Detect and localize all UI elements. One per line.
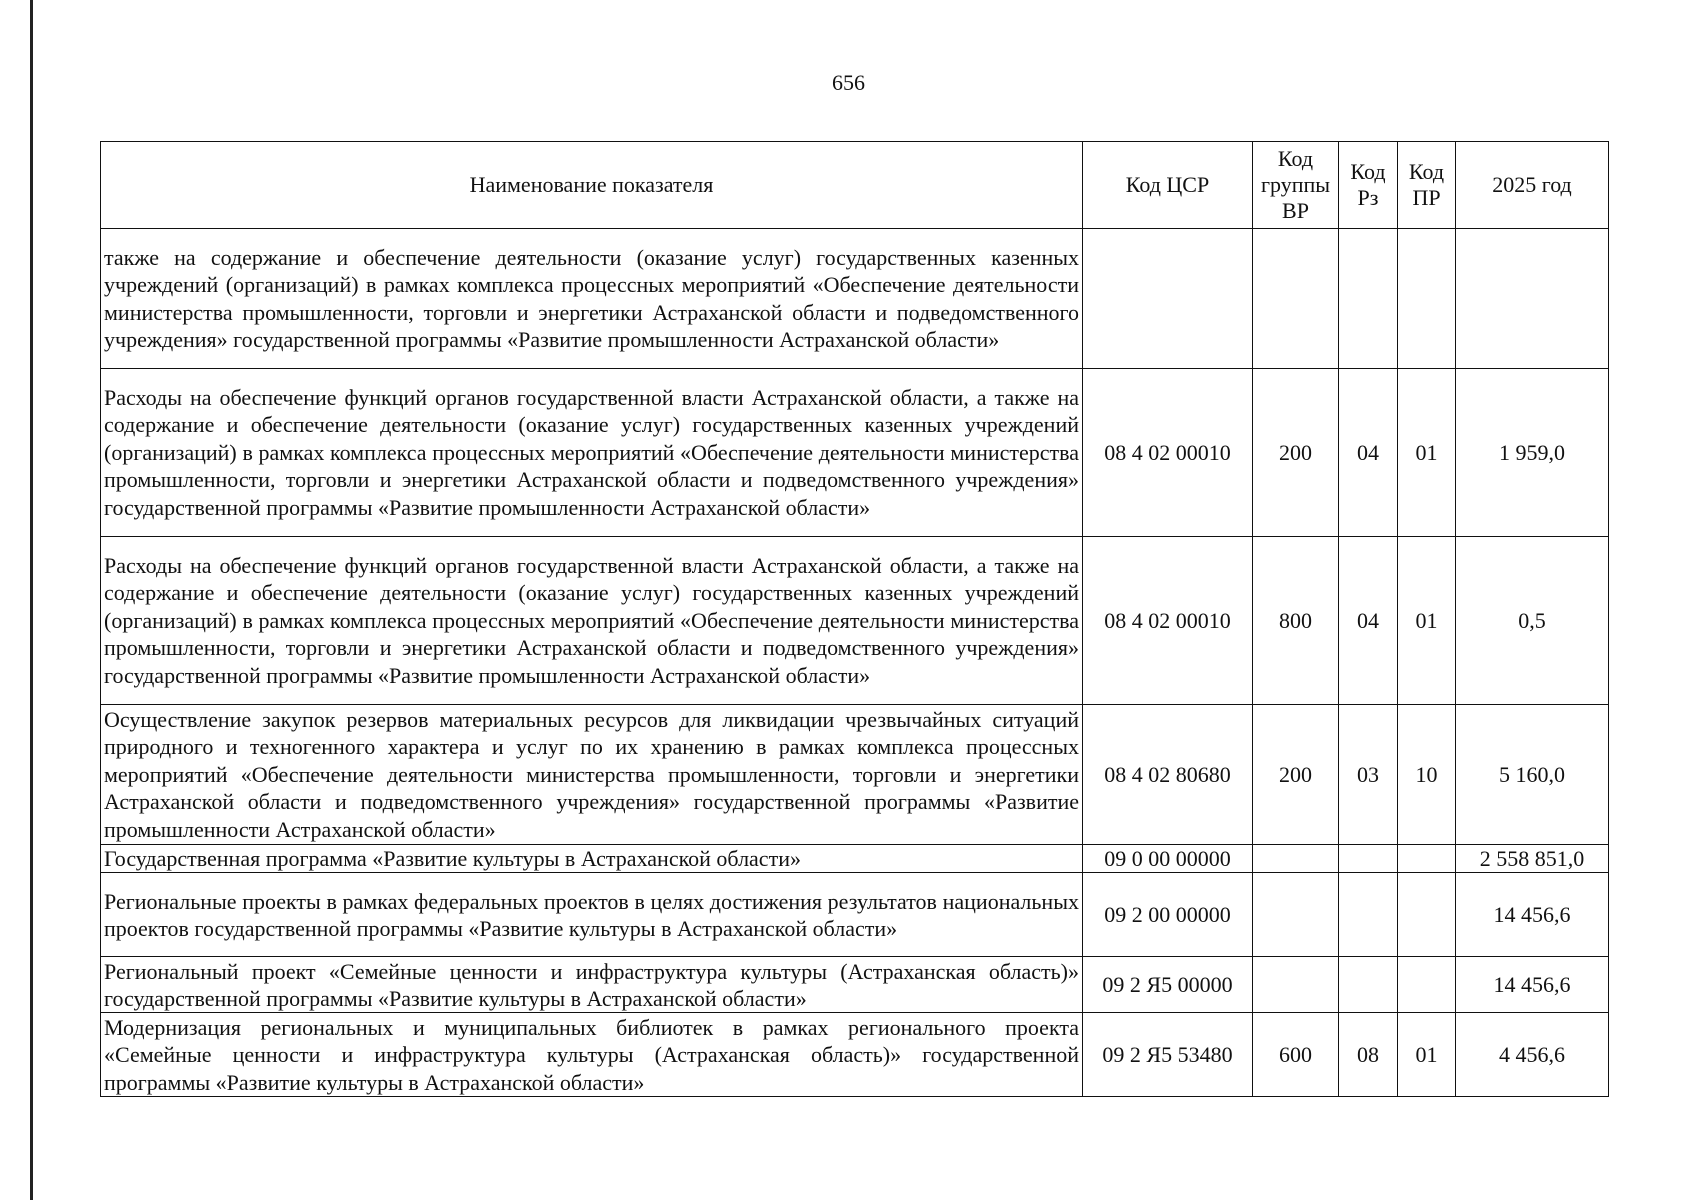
header-pr: Код ПР [1398, 142, 1456, 229]
row-csr: 08 4 02 80680 [1083, 705, 1253, 845]
row-vr: 600 [1253, 1013, 1339, 1097]
row-vr [1253, 873, 1339, 957]
row-rz [1339, 957, 1398, 1013]
row-csr: 08 4 02 00010 [1083, 537, 1253, 705]
row-name: Региональный проект «Семейные ценности и инфраструктура культуры (Астраханская область)» государственной программы «Развитие культуры в Астраханской области» [101, 957, 1083, 1013]
row-rz [1339, 229, 1398, 369]
row-pr [1398, 957, 1456, 1013]
row-amount: 1 959,0 [1456, 369, 1609, 537]
table-row [101, 537, 1609, 705]
row-amount: 4 456,6 [1456, 1013, 1609, 1097]
row-vr: 200 [1253, 705, 1339, 845]
table-row [101, 957, 1609, 1013]
row-vr [1253, 229, 1339, 369]
row-amount: 5 160,0 [1456, 705, 1609, 845]
header-year: 2025 год [1456, 142, 1609, 229]
row-pr [1398, 229, 1456, 369]
row-rz [1339, 845, 1398, 873]
row-pr: 01 [1398, 537, 1456, 705]
budget-table [100, 141, 1609, 1097]
row-vr [1253, 957, 1339, 1013]
table-row [101, 1013, 1609, 1097]
page-number: 656 [832, 70, 865, 95]
table-header-row [101, 142, 1609, 229]
row-rz: 08 [1339, 1013, 1398, 1097]
table-row [101, 369, 1609, 537]
row-pr [1398, 873, 1456, 957]
row-pr: 10 [1398, 705, 1456, 845]
row-name: Модернизация региональных и муниципальных библиотек в рамках регионального проекта «Семейные ценности и инфраструктура культуры (Астраханская область)» государственной программы «Развитие культуры в Астраханской области» [101, 1013, 1083, 1097]
row-csr: 08 4 02 00010 [1083, 369, 1253, 537]
table-row [101, 705, 1609, 845]
row-name: Государственная программа «Развитие культуры в Астраханской области» [101, 845, 1083, 873]
row-vr: 800 [1253, 537, 1339, 705]
row-name: также на содержание и обеспечение деятельности (оказание услуг) государственных казенных учреждений (организаций) в рамках комплекса процессных мероприятий «Обеспечение деятельности министерства промышленности, торговли и энергетики Астраханской области и подведомственного учреждения» государственной программы «Развитие промышленности Астраханской области» [101, 229, 1083, 369]
row-name: Региональные проекты в рамках федеральных проектов в целях достижения результатов национальных проектов государственной программы «Развитие культуры в Астраханской области» [101, 873, 1083, 957]
row-name: Расходы на обеспечение функций органов государственной власти Астраханской области, а также на содержание и обеспечение деятельности (оказание услуг) государственных казенных учреждений (организаций) в рамках комплекса процессных мероприятий «Обеспечение деятельности министерства промышленности, торговли и энергетики Астраханской области и подведомственного учреждения» государственной программы «Развитие промышленности Астраханской области» [101, 369, 1083, 537]
row-pr: 01 [1398, 369, 1456, 537]
row-name: Осуществление закупок резервов материальных ресурсов для ликвидации чрезвычайных ситуаций природного и техногенного характера и услуг по их хранению в рамках комплекса процессных мероприятий «Обеспечение деятельности министерства промышленности, торговли и энергетики Астраханской области и подведомственного учреждения» государственной программы «Развитие промышленности Астраханской области» [101, 705, 1083, 845]
row-amount: 2 558 851,0 [1456, 845, 1609, 873]
header-csr: Код ЦСР [1083, 142, 1253, 229]
row-rz: 04 [1339, 537, 1398, 705]
row-csr: 09 2 Я5 53480 [1083, 1013, 1253, 1097]
row-name: Расходы на обеспечение функций органов государственной власти Астраханской области, а также на содержание и обеспечение деятельности (оказание услуг) государственных казенных учреждений (организаций) в рамках комплекса процессных мероприятий «Обеспечение деятельности министерства промышленности, торговли и энергетики Астраханской области и подведомственного учреждения» государственной программы «Развитие промышленности Астраханской области» [101, 537, 1083, 705]
row-amount: 14 456,6 [1456, 957, 1609, 1013]
row-rz: 04 [1339, 369, 1398, 537]
row-pr: 01 [1398, 1013, 1456, 1097]
row-csr [1083, 229, 1253, 369]
row-csr: 09 2 Я5 00000 [1083, 957, 1253, 1013]
header-rz: Код Рз [1339, 142, 1398, 229]
scan-edge-line [30, 0, 33, 1200]
row-amount: 14 456,6 [1456, 873, 1609, 957]
header-vr: Код группы ВР [1253, 142, 1339, 229]
row-csr: 09 2 00 00000 [1083, 873, 1253, 957]
header-name: Наименование показателя [101, 142, 1083, 229]
row-rz [1339, 873, 1398, 957]
table-row [101, 873, 1609, 957]
row-amount: 0,5 [1456, 537, 1609, 705]
row-vr [1253, 845, 1339, 873]
row-amount [1456, 229, 1609, 369]
row-vr: 200 [1253, 369, 1339, 537]
table-row [101, 229, 1609, 369]
row-pr [1398, 845, 1456, 873]
row-rz: 03 [1339, 705, 1398, 845]
row-csr: 09 0 00 00000 [1083, 845, 1253, 873]
table-row [101, 845, 1609, 873]
